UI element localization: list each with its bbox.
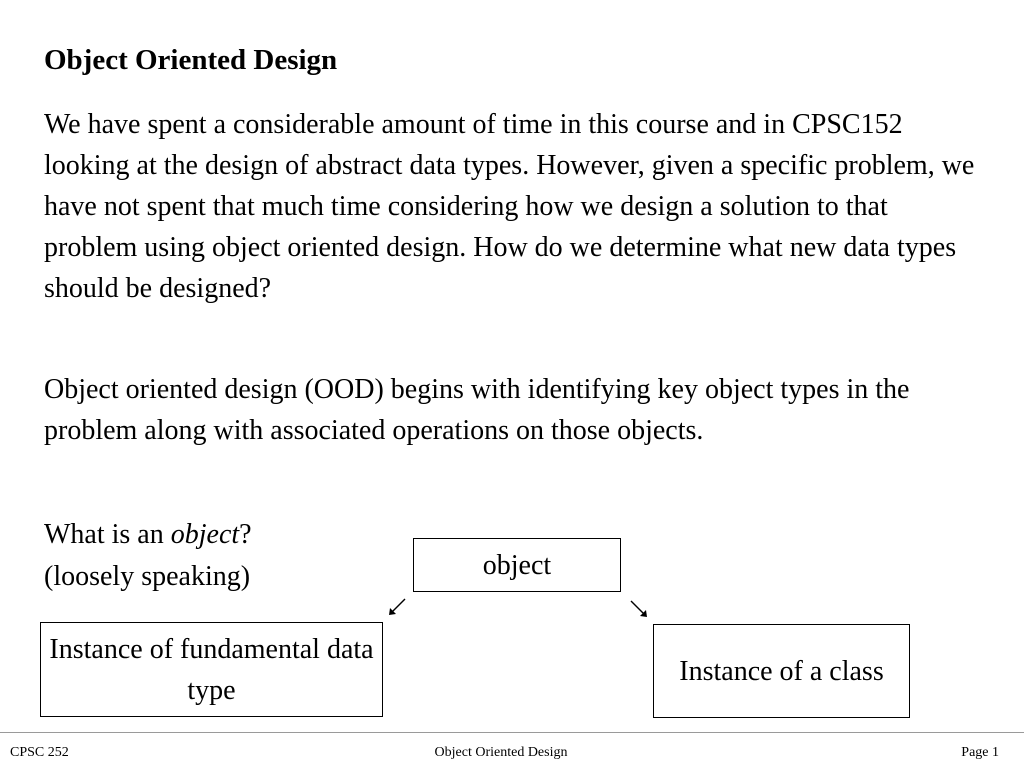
arrow-down-left-icon xyxy=(386,596,408,618)
footer-page-number: Page 1 xyxy=(961,745,999,760)
footer-title: Object Oriented Design xyxy=(434,745,568,760)
arrow-down-right-icon xyxy=(628,598,650,620)
question-suffix: ? xyxy=(239,519,252,550)
object-question xyxy=(44,514,252,598)
object-box xyxy=(413,538,621,592)
slide-title: Object Oriented Design xyxy=(44,44,338,76)
fundamental-type-label: Instance of fundamental data type xyxy=(49,633,374,706)
intro-paragraph: We have spent a considerable amount of time in this course and in CPSC152 looking at the design of abstract data types. However, given a specific problem, we have not spent that much time considering how we design a solution to that problem using object oriented design. How do we determine what new data types should be designed? xyxy=(44,109,975,304)
fundamental-type-box xyxy=(40,622,383,717)
class-instance-box xyxy=(653,624,910,718)
question-prefix: What is an xyxy=(44,519,171,550)
object-box-label: object xyxy=(482,549,552,581)
footer-course: CPSC 252 xyxy=(10,745,69,760)
question-emphasis: object xyxy=(170,519,240,550)
question-line xyxy=(44,514,252,556)
ood-paragraph: Object oriented design (OOD) begins with identifying key object types in the problem along with associated operations on those objects. xyxy=(44,374,910,446)
question-note: (loosely speaking) xyxy=(44,561,251,592)
footer-divider xyxy=(0,732,1024,733)
class-instance-label: Instance of a class xyxy=(679,655,884,687)
